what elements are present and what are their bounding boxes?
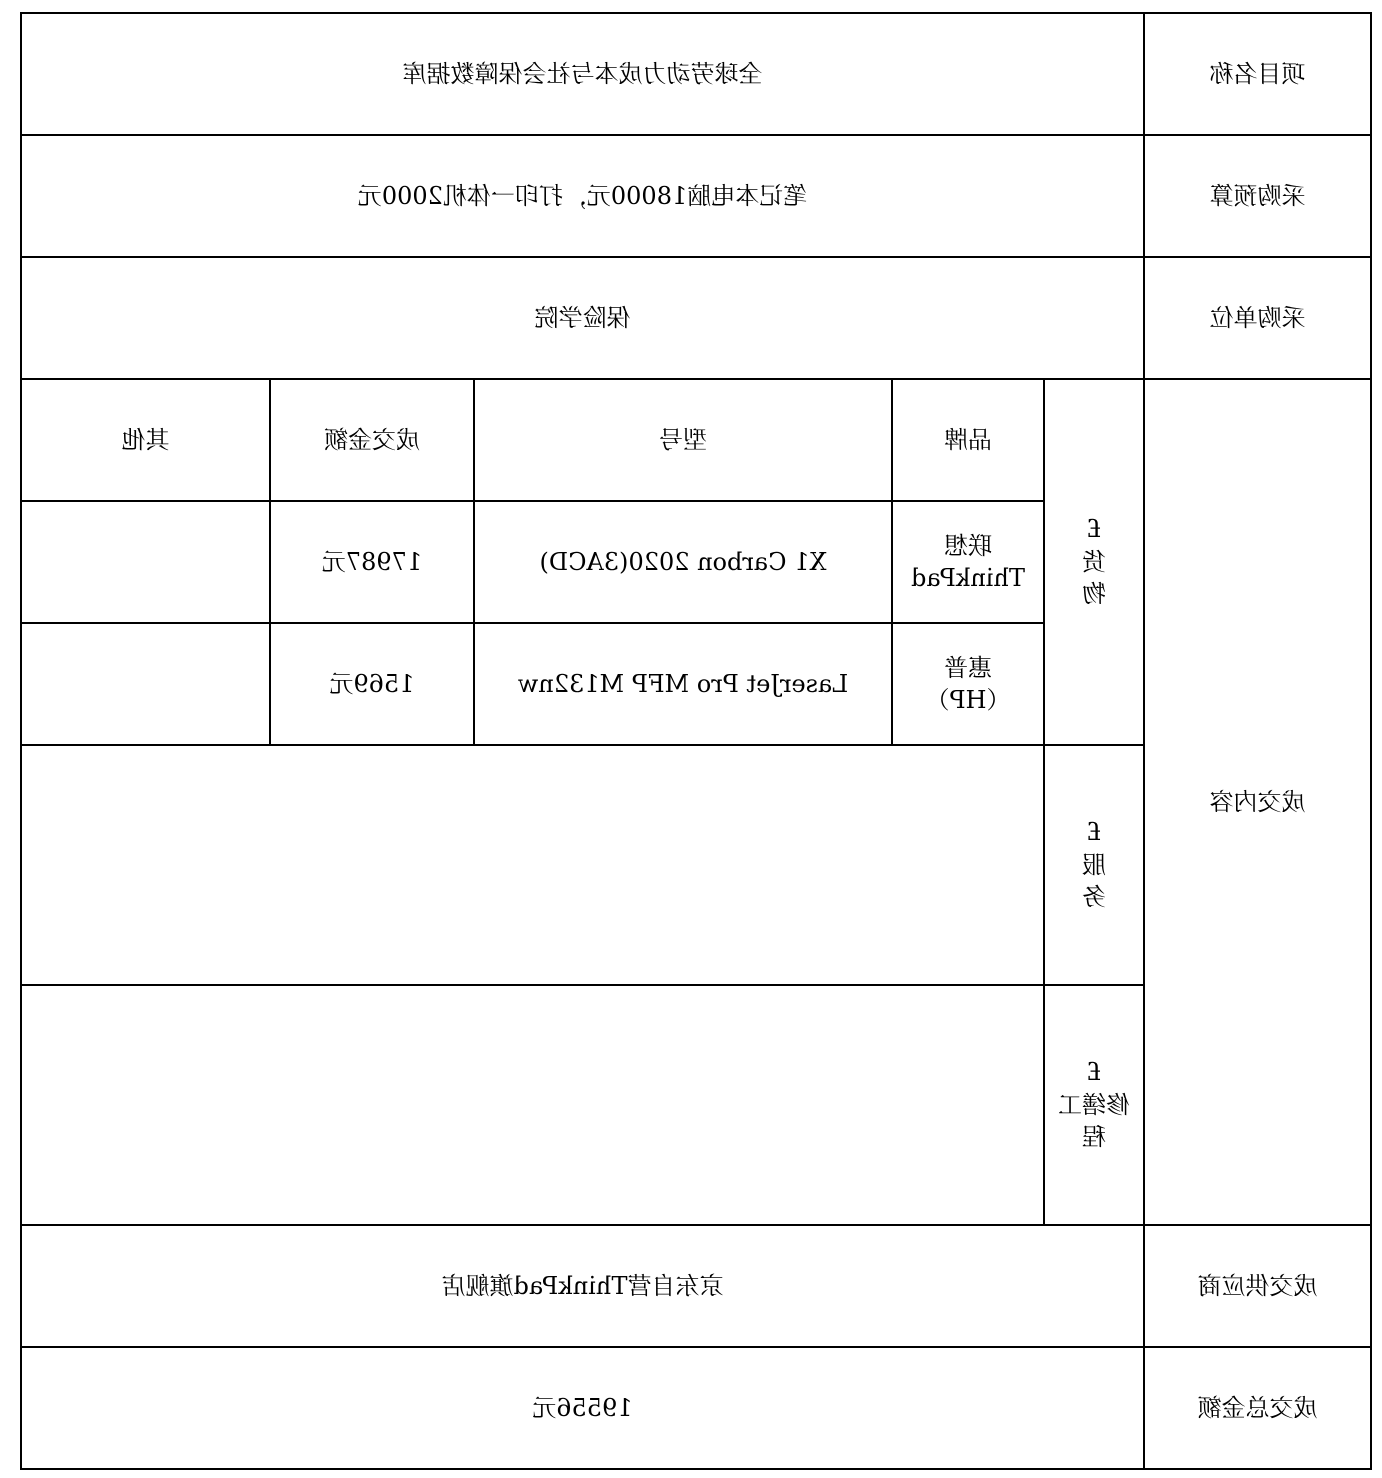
row-unit xyxy=(21,257,1371,379)
cell-other xyxy=(21,623,270,745)
category-goods-line2: 物 xyxy=(1082,580,1106,609)
brand-line2: （HP） xyxy=(925,686,1011,714)
category-service xyxy=(1044,745,1144,985)
category-engineering xyxy=(1044,985,1144,1225)
brand-line2: ThinkPad xyxy=(911,564,1025,592)
checkbox-mark: £ xyxy=(1086,1058,1102,1087)
label-total: 成交总金额 xyxy=(1144,1347,1371,1469)
value-total: 19556元 xyxy=(21,1347,1144,1469)
cell-brand xyxy=(892,623,1044,745)
row-supplier xyxy=(21,1225,1371,1347)
checkbox-mark: £ xyxy=(1086,818,1102,847)
label-unit: 采购单位 xyxy=(1144,257,1371,379)
category-goods xyxy=(1044,379,1144,745)
category-service-line2: 务 xyxy=(1082,883,1106,912)
label-content: 成交内容 xyxy=(1144,379,1371,1225)
value-supplier: 京东自营ThinkPad旗舰店 xyxy=(21,1225,1144,1347)
cell-model: LaserJet Pro MFP M132nw xyxy=(474,623,892,745)
header-brand: 品牌 xyxy=(892,379,1044,501)
label-budget: 采购预算 xyxy=(1144,135,1371,257)
brand-line1: 联想 xyxy=(944,531,992,560)
value-budget: 笔记本电脑18000元，打印一体机2000元 xyxy=(21,135,1144,257)
category-engineering-line2: 程 xyxy=(1082,1123,1106,1152)
row-total xyxy=(21,1347,1371,1469)
header-model: 型号 xyxy=(474,379,892,501)
cell-model: X1 Carbon 2020(3ACD) xyxy=(474,501,892,623)
cell-other xyxy=(21,501,270,623)
brand-line1: 惠普 xyxy=(944,653,992,682)
cell-amount: 17987元 xyxy=(270,501,474,623)
header-other: 其他 xyxy=(21,379,270,501)
label-supplier: 成交供应商 xyxy=(1144,1225,1371,1347)
cell-amount: 1569元 xyxy=(270,623,474,745)
row-project-name xyxy=(21,13,1371,135)
category-goods-line1: 货 xyxy=(1082,547,1106,576)
category-engineering-line1: 修缮工 xyxy=(1058,1090,1130,1119)
label-project-name: 项目名称 xyxy=(1144,13,1371,135)
cell-brand xyxy=(892,501,1044,623)
checkbox-mark: £ xyxy=(1086,515,1102,544)
header-amount: 成交金额 xyxy=(270,379,474,501)
service-details xyxy=(21,745,1044,985)
procurement-result-table xyxy=(20,12,1372,1470)
value-unit: 保险学院 xyxy=(21,257,1144,379)
category-service-line1: 服 xyxy=(1082,850,1106,879)
engineering-details xyxy=(21,985,1044,1225)
value-project-name: 全球劳动力成本与社会保障数据库 xyxy=(21,13,1144,135)
row-goods-header xyxy=(21,379,1371,501)
row-budget xyxy=(21,135,1371,257)
